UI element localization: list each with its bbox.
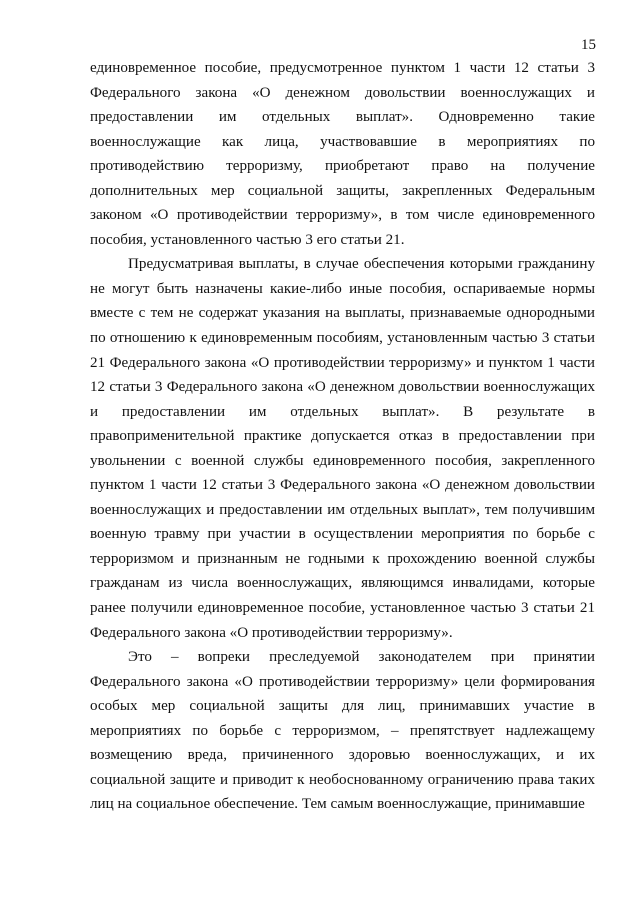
paragraph-consequence: Это – вопреки преследуемой законодателем при принятии Федерального закона «О противодействии терроризму» цели формирования особых мер социальной защиты для лиц, принимавших участие в мероприятиях по борьбе с терроризмом, – препятствует надлежащему возмещению вреда, причиненного здоровью военнослужащих, и их социальной защите и приводит к необоснованному ограничению права таких лиц на социальное обеспечение. Тем самым военнослужащие, принимавшие [90,649,595,813]
paragraph-continued: единовременное пособие, предусмотренное пунктом 1 части 12 статьи 3 Федерального закона «О денежном довольствии военнослужащих и предоставлении им отдельных выплат». Одновременно такие военнослужащие как лица, участвовавшие в мероприятиях по противодействию терроризму, приобретают право на получение дополнительных мер социальной защиты, закрепленных Федеральным законом «О противодействии терроризму», в том числе единовременного пособия, установленного частью 3 его статьи 21. [90,60,595,248]
document-body [90,56,595,817]
page-number: 15 [581,37,596,53]
paragraph-payments: Предусматривая выплаты, в случае обеспечения которыми гражданину не могут быть назначены какие-либо иные пособия, оспариваемые нормы вместе с тем не содержат указания на выплаты, признаваемые однородными по отношению к единовременным пособиям, установленным частью 3 статьи 21 Федерального закона «О противодействии терроризму» и пунктом 1 части 12 статьи 3 Федерального закона «О денежном довольствии военнослужащих и предоставлении им отдельных выплат». В результате в правоприменительной практике допускается отказ в предоставлении при увольнении с военной службы единовременного пособия, закрепленного пунктом 1 части 12 статьи 3 Федерального закона «О денежном довольствии военнослужащих и предоставлении им отдельных выплат», тем получившим военную травму при участии в осуществлении мероприятия по борьбе с терроризмом и признанным не годными к прохождению военной службы гражданам из числа военнослужащих, являющимся инвалидами, которые ранее получили единовременное пособие, установленное частью 3 статьи 21 Федерального закона «О противодействии терроризму». [90,256,595,641]
